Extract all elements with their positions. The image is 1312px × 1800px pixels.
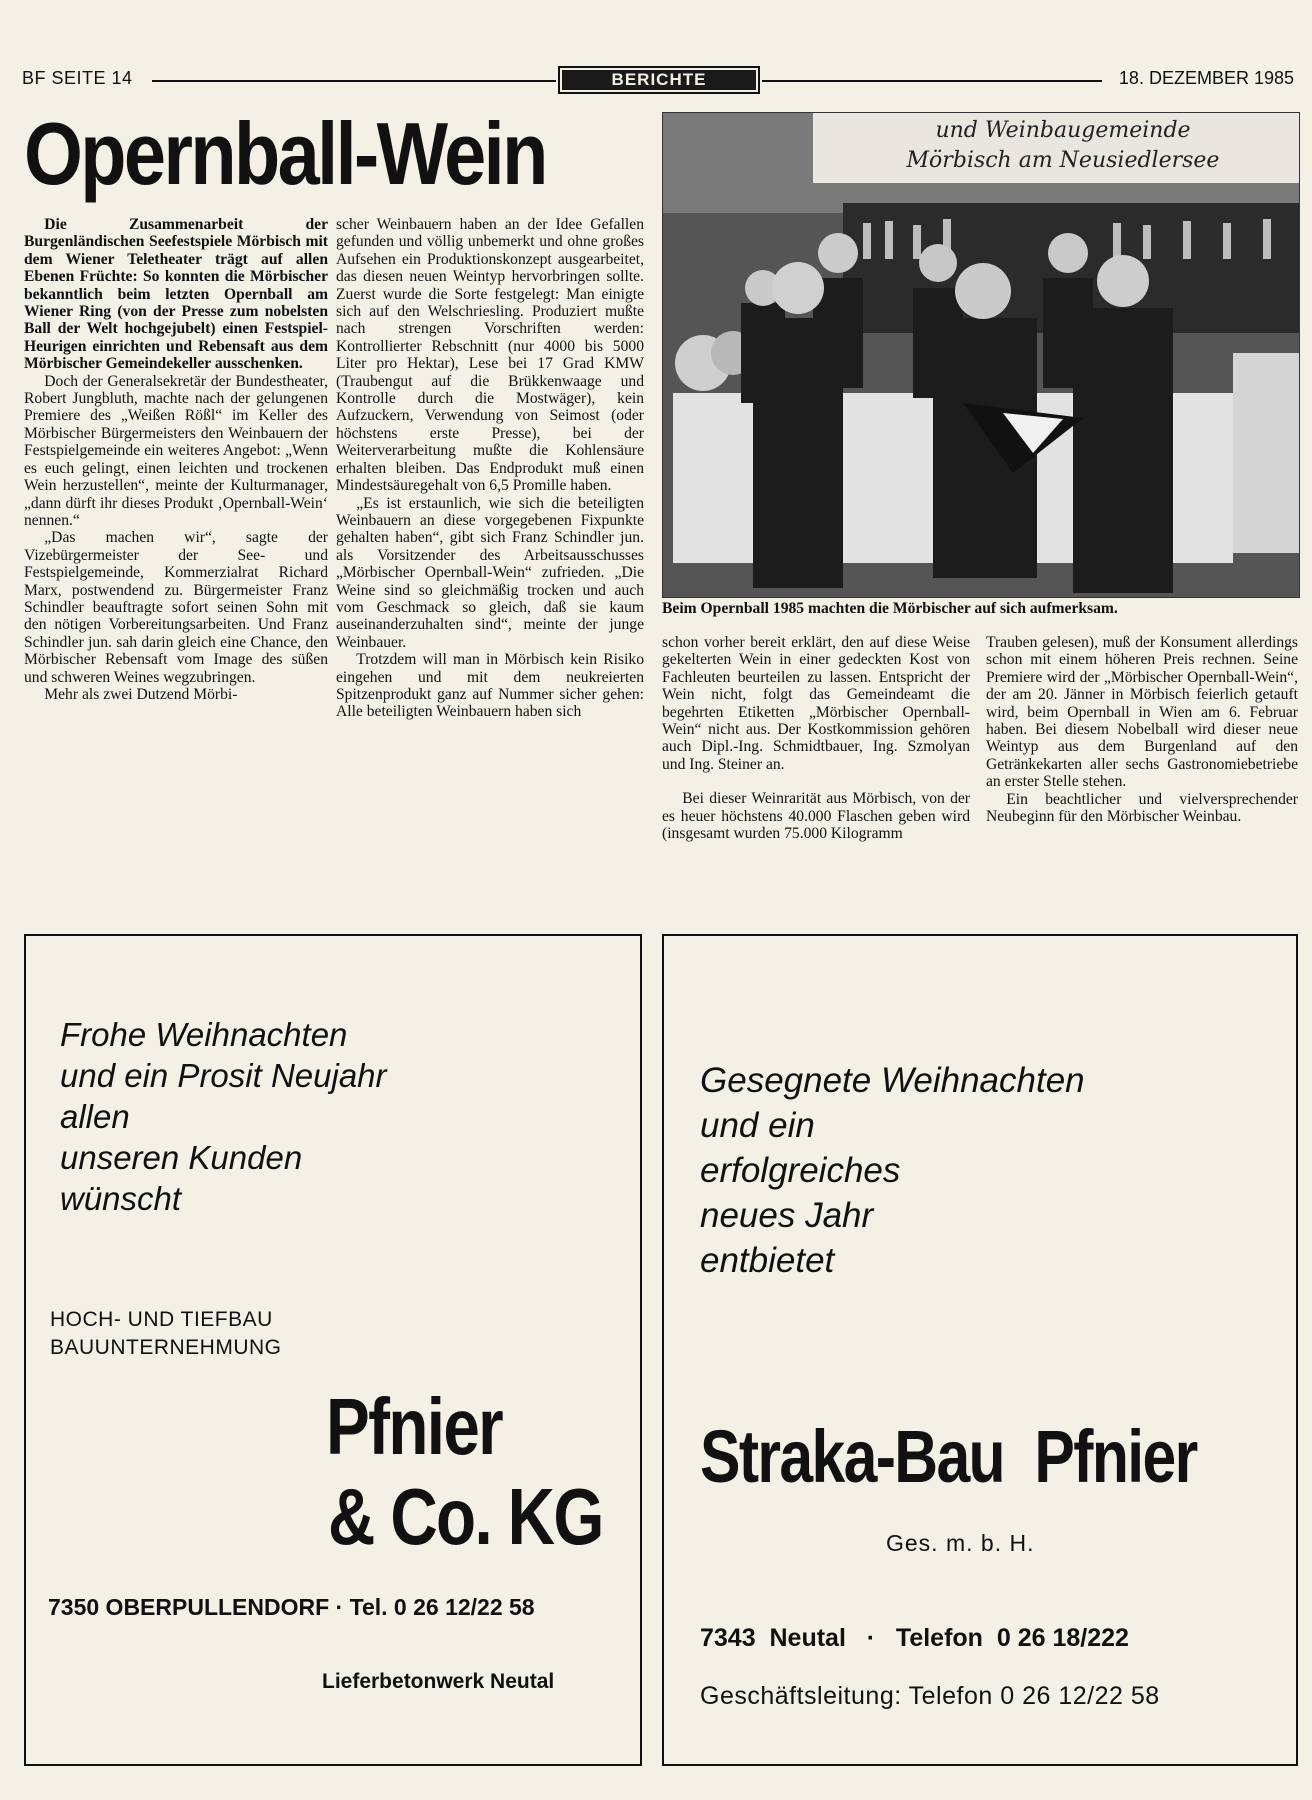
company-name: Straka-Bau Pfnier — [700, 1415, 1197, 1498]
photo-caption: Beim Opernball 1985 machten die Mörbischer auf sich aufmerksam. — [662, 600, 1118, 617]
header-rule-right — [762, 80, 1102, 82]
company-legal-form: Ges. m. b. H. — [886, 1530, 1035, 1556]
company-type-line: BAUUNTERNEHMUNG — [50, 1336, 282, 1359]
article-paragraph: Doch der Generalsekretär der Bundestheater, Robert Jungbluth, machte nach der gelungenen Premiere des „Weißen Rößl“ im Keller des Mörbischer Bürgermeisters den Weinbauern der Festspielgemeinde ein weiteres Angebot: „Wenn es euch gelingt, einen leichten und trockenen Wein herzustellen“, meinte der Kulturmanager, „dann dürft ihr dieses Produkt ‚Opernball-Wein‘ nennen.“ — [24, 372, 328, 529]
advertisement-pfnier-co — [24, 934, 642, 1766]
article-paragraph: schon vorher bereit erklärt, den auf diese Weise gekelterten Wein in einer gedeckten Kost von Fachleuten beurteilen zu lassen. Entspricht der Wein nicht, folgt das Gemeindeamt die begehrten Etiketten „Mörbischer Opernball-Wein“ nicht aus. Der Kostkommission gehören auch Dipl.-Ing. Schmidtbauer, Ing. Szmolyan und Ing. Steiner an. — [662, 634, 970, 773]
greeting-line: neues Jahr — [700, 1196, 874, 1235]
article-paragraph: scher Weinbauern haben an der Idee Gefallen gefunden und völlig unbemerkt und ohne großes Aufsehen ein Produktionskonzept ausgearbeitet, das diesen neuen Weintyp hervorbringen sollte. Zuerst wurde die Sorte festgelegt: Man einigte sich auf den Welschriesling. Produziert mußte nach strengen Vorschriften werden: Kontrollierter Rebschnitt (nur 4000 bis 5000 Liter pro Hektar), Lese bei 17 Grad KMW (Traubengut auf die Brükkenwaage und Kontrolle durch die Mostwäger), kein Aufzuckern, Verwendung von Seimost (oder höchstens erste Presse), bei der Weiterverarbeitung mußte die Kohlensäure erhalten bleiben. Das Endprodukt muß einen Mindestsäuregehalt von 6,5 Promille haben. — [336, 216, 644, 495]
article-column-3 — [662, 634, 970, 842]
article-paragraph: Trauben gelesen), muß der Konsument allerdings schon mit einem höheren Preis rechnen. Seine Premiere wird der „Mörbischer Opernball-Wein“, der am 20. Jänner in Mörbisch feierlich getauft wird, beim Opernball in Wien am 6. Februar haben. Bei diesem Nobelball wird dieser neue Weintyp aus dem Burgenland auf den Getränkekarten aller sechs Gastronomiebetriebe an erster Stelle stehen. — [986, 634, 1298, 791]
greeting-line: Gesegnete Weihnachten — [700, 1061, 1085, 1100]
article-paragraph: „Das machen wir“, sagte der Vizebürgermeister der See- und Festspielgemeinde, Kommerzialrat Richard Marx, postwendend zu. Bürgermeister Franz Schindler beauftragte sofort seinen Sohn mit den nötigen Vorbereitungsarbeiten. Und Franz Schindler jun. sah darin gleich eine Chance, den Mörbischer Rebensaft vom Image des süßen und schweren Weines wegzubringen. — [24, 529, 328, 686]
article-photo — [662, 112, 1300, 598]
greeting-line: allen — [60, 1098, 130, 1135]
article-paragraph: Mehr als zwei Dutzend Mörbi- — [44, 685, 238, 703]
header-rule-left — [152, 80, 556, 82]
greeting-line: und ein Prosit Neujahr — [60, 1057, 387, 1094]
ad-greeting — [60, 1014, 387, 1219]
section-label: BERICHTE — [562, 70, 756, 90]
ad-greeting — [700, 1058, 1085, 1283]
greeting-line: wünscht — [60, 1180, 182, 1217]
company-name: Pfnier — [326, 1382, 503, 1471]
greeting-line: und ein — [700, 1106, 815, 1145]
greeting-line: entbietet — [700, 1241, 835, 1280]
company-management-phone: Geschäftsleitung: Telefon 0 26 12/22 58 — [700, 1682, 1160, 1710]
company-address: 7343 Neutal · Telefon 0 26 18/222 — [700, 1624, 1129, 1652]
company-type — [50, 1306, 282, 1362]
photo-illustration — [663, 113, 1299, 597]
company-type-line: HOCH- UND TIEFBAU — [50, 1308, 273, 1331]
article-column-4 — [986, 634, 1298, 825]
article-headline: Opernball-Wein — [24, 104, 546, 203]
greeting-line: Frohe Weihnachten — [60, 1016, 348, 1053]
advertisement-straka-bau — [662, 934, 1298, 1766]
article-paragraph: Trotzdem will man in Mörbisch kein Risiko eingehen und mit dem neukreierten Spitzenprodukt ganz auf Nummer sicher gehen: Alle beteiligten Weinbauern haben sich — [336, 651, 644, 721]
article-column-2 — [336, 216, 644, 721]
company-name-suffix: & Co. KG — [328, 1472, 603, 1561]
issue-date: 18. DEZEMBER 1985 — [1118, 68, 1294, 88]
section-badge — [558, 66, 760, 94]
page-label: BF SEITE 14 — [22, 68, 133, 88]
photo-sign-line1: und Weinbaugemeinde — [935, 118, 1191, 143]
company-address: 7350 OBERPULLENDORF · Tel. 0 26 12/22 58 — [48, 1594, 535, 1620]
greeting-line: erfolgreiches — [700, 1151, 901, 1190]
article-paragraph: „Es ist erstaunlich, wie sich die beteiligten Weinbauern an diese vorgegebenen Fixpunkte gehalten haben“, gibt sich Franz Schindler jun. als Vorsitzender des Arbeitsausschusses „Mörbischer Opernball-Wein“ zufrieden. „Die Weine sind so gleichmäßig trocken und auch vom Geschmack so gleich, daß sie kaum auseinanderzuhalten sind“, meinte der junge Weinbauer. — [336, 494, 644, 651]
greeting-line: unseren Kunden — [60, 1139, 303, 1176]
article-paragraph: Bei dieser Weinrarität aus Mörbisch, von der es heuer höchstens 40.000 Flaschen geben wird (insgesamt wurden 75.000 Kilogramm — [662, 790, 970, 843]
article-paragraph: Ein beachtlicher und vielversprechender Neubeginn für den Mörbischer Weinbau. — [986, 790, 1298, 826]
page-header — [22, 66, 1294, 96]
article-lead: Die Zusammenarbeit der Burgenländischen Seefestspiele Mörbisch mit dem Wiener Teletheater trägt auf allen Ebenen Früchte: So konnten die Mörbischer bekanntlich beim letzten Opernball am Wiener Ring (von der Presse zum nobelsten Ball der Welt hochgejubelt) einen Festspiel-Heurigen einrichten und Rebensaft aus dem Mörbischer Gemeindekeller ausschenken. — [24, 216, 328, 373]
article-column-1 — [24, 216, 328, 703]
photo-sign-line2: Mörbisch am Neusiedlersee — [906, 148, 1220, 173]
company-subsidiary: Lieferbetonwerk Neutal — [322, 1670, 555, 1693]
